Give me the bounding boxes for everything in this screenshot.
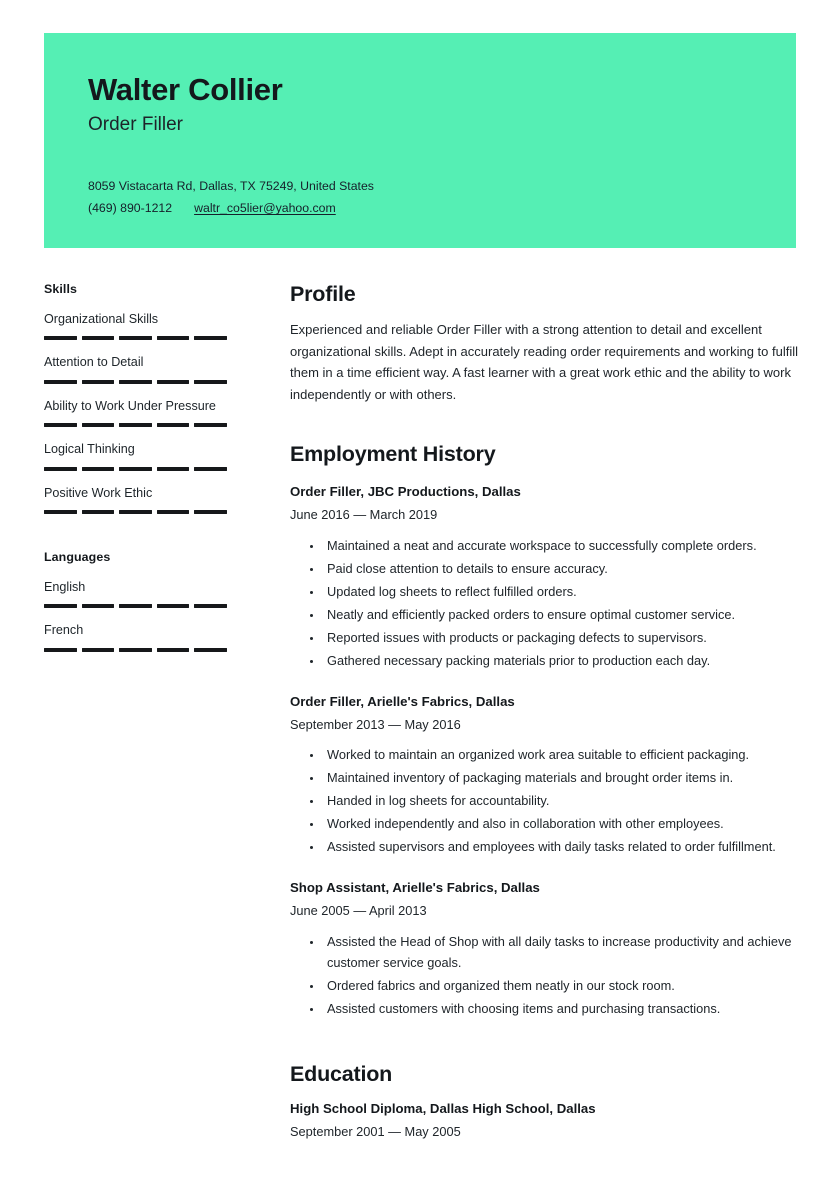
rating-segment <box>44 604 77 608</box>
rating-segment <box>44 510 77 514</box>
skill-rating-bar <box>44 380 227 384</box>
skill-label: Attention to Detail <box>44 355 144 370</box>
bullet-item: • Maintained inventory of packaging materials and brought order items in. <box>323 768 798 789</box>
candidate-name: Walter Collier <box>88 72 283 107</box>
skill-label: Positive Work Ethic <box>44 485 153 500</box>
languages-section <box>44 550 230 652</box>
rating-segment <box>82 510 115 514</box>
rating-segment <box>194 423 227 427</box>
rating-segment <box>194 604 227 608</box>
language-rating-bar <box>44 604 227 608</box>
rating-segment <box>82 380 115 384</box>
employment-heading: Employment History <box>290 442 496 467</box>
rating-segment <box>157 510 190 514</box>
bullet-item: • Paid close attention to details to ensure accuracy. <box>323 559 798 580</box>
rating-segment <box>82 423 115 427</box>
rating-segment <box>194 648 227 652</box>
skill-item <box>44 483 230 514</box>
skill-rating-bar <box>44 467 227 471</box>
bullet-item: • Neatly and efficiently packed orders to ensure optimal customer service. <box>323 605 798 626</box>
rating-segment <box>119 648 152 652</box>
rating-segment <box>82 648 115 652</box>
skill-item <box>44 309 230 340</box>
contact-phone-email-row <box>88 197 796 220</box>
rating-segment <box>44 380 77 384</box>
education-section <box>290 1062 798 1141</box>
employment-role: Shop Assistant, Arielle's Fabrics, Dallas <box>290 880 540 896</box>
bullet-item: • Reported issues with products or packaging defects to supervisors. <box>323 628 798 649</box>
sidebar <box>44 282 230 664</box>
education-heading: Education <box>290 1061 393 1086</box>
bullet-item: • Handed in log sheets for accountability. <box>323 791 798 812</box>
skill-rating-bar <box>44 336 227 340</box>
skill-item <box>44 352 230 383</box>
employment-section <box>290 442 798 1020</box>
employment-bullets <box>290 932 798 1020</box>
languages-heading: Languages <box>44 549 111 564</box>
rating-segment <box>119 423 152 427</box>
bullet-item: • Gathered necessary packing materials prior to production each day. <box>323 651 798 672</box>
employment-dates: June 2005 — April 2013 <box>290 903 427 919</box>
rating-segment <box>194 510 227 514</box>
rating-segment <box>194 380 227 384</box>
language-item <box>44 577 230 608</box>
bullet-item: • Assisted supervisors and employees with daily tasks related to order fulfillment. <box>323 837 798 858</box>
candidate-job-title: Order Filler <box>88 113 184 135</box>
contact-phone: (469) 890-1212 <box>88 201 173 216</box>
resume-header-banner <box>44 33 796 248</box>
rating-segment <box>44 467 77 471</box>
education-degree: High School Diploma, Dallas High School, Dallas <box>290 1100 596 1116</box>
skill-label: Organizational Skills <box>44 312 159 326</box>
employment-dates: June 2016 — March 2019 <box>290 507 438 523</box>
skills-section <box>44 282 230 514</box>
contact-address: 8059 Vistacarta Rd, Dallas, TX 75249, United States <box>88 178 374 193</box>
skill-item <box>44 439 230 470</box>
profile-heading: Profile <box>290 282 356 306</box>
rating-segment <box>157 467 190 471</box>
employment-role: Order Filler, Arielle's Fabrics, Dallas <box>290 693 515 709</box>
rating-segment <box>44 648 77 652</box>
rating-segment <box>44 336 77 340</box>
contact-info <box>88 175 796 220</box>
bullet-item: • Updated log sheets to reflect fulfilled orders. <box>323 582 798 603</box>
skill-label: Ability to Work Under Pressure <box>44 398 216 413</box>
rating-segment <box>119 336 152 340</box>
contact-email-link[interactable]: waltr_co5lier@yahoo.com <box>194 201 336 216</box>
skill-item <box>44 396 230 427</box>
bullet-item: • Assisted the Head of Shop with all daily tasks to increase productivity and achieve customer service goals. <box>323 932 798 974</box>
employment-bullets <box>290 536 798 672</box>
rating-segment <box>194 336 227 340</box>
employment-entry <box>290 482 798 672</box>
rating-segment <box>82 467 115 471</box>
bullet-item: • Assisted customers with choosing items and purchasing transactions. <box>323 999 798 1020</box>
language-item <box>44 620 230 651</box>
language-label: English <box>44 579 86 594</box>
language-label: French <box>44 623 84 638</box>
education-entry <box>290 1099 798 1142</box>
rating-segment <box>157 648 190 652</box>
bullet-item: • Worked independently and also in collaboration with other employees. <box>323 814 798 835</box>
rating-segment <box>119 380 152 384</box>
employment-dates: September 2013 — May 2016 <box>290 716 461 732</box>
rating-segment <box>157 423 190 427</box>
rating-segment <box>82 336 115 340</box>
profile-summary: Experienced and reliable Order Filler with a strong attention to detail and excellent organizational skills. Adept in accurately reading order requirements and working to fulfill them in a time efficient way. A fast learner with a great work ethic and the ability to work independently or with others. <box>290 321 798 403</box>
employment-role: Order Filler, JBC Productions, Dallas <box>290 483 521 499</box>
employment-entry <box>290 692 798 859</box>
education-dates: September 2001 — May 2005 <box>290 1123 461 1139</box>
employment-bullets <box>290 745 798 858</box>
rating-segment <box>157 380 190 384</box>
bullet-item: • Ordered fabrics and organized them neatly in our stock room. <box>323 976 798 997</box>
language-rating-bar <box>44 648 227 652</box>
rating-segment <box>119 467 152 471</box>
bullet-item: • Worked to maintain an organized work area suitable to efficient packaging. <box>323 745 798 766</box>
rating-segment <box>157 604 190 608</box>
skills-heading: Skills <box>44 282 77 296</box>
rating-segment <box>119 604 152 608</box>
rating-segment <box>44 423 77 427</box>
skill-rating-bar <box>44 510 227 514</box>
rating-segment <box>157 336 190 340</box>
rating-segment <box>119 510 152 514</box>
employment-entry <box>290 878 798 1020</box>
main-column <box>290 282 798 1141</box>
skill-rating-bar <box>44 423 227 427</box>
rating-segment <box>82 604 115 608</box>
rating-segment <box>194 467 227 471</box>
skill-label: Logical Thinking <box>44 442 135 457</box>
bullet-item: • Maintained a neat and accurate workspace to successfully complete orders. <box>323 536 798 557</box>
profile-section <box>290 282 798 406</box>
